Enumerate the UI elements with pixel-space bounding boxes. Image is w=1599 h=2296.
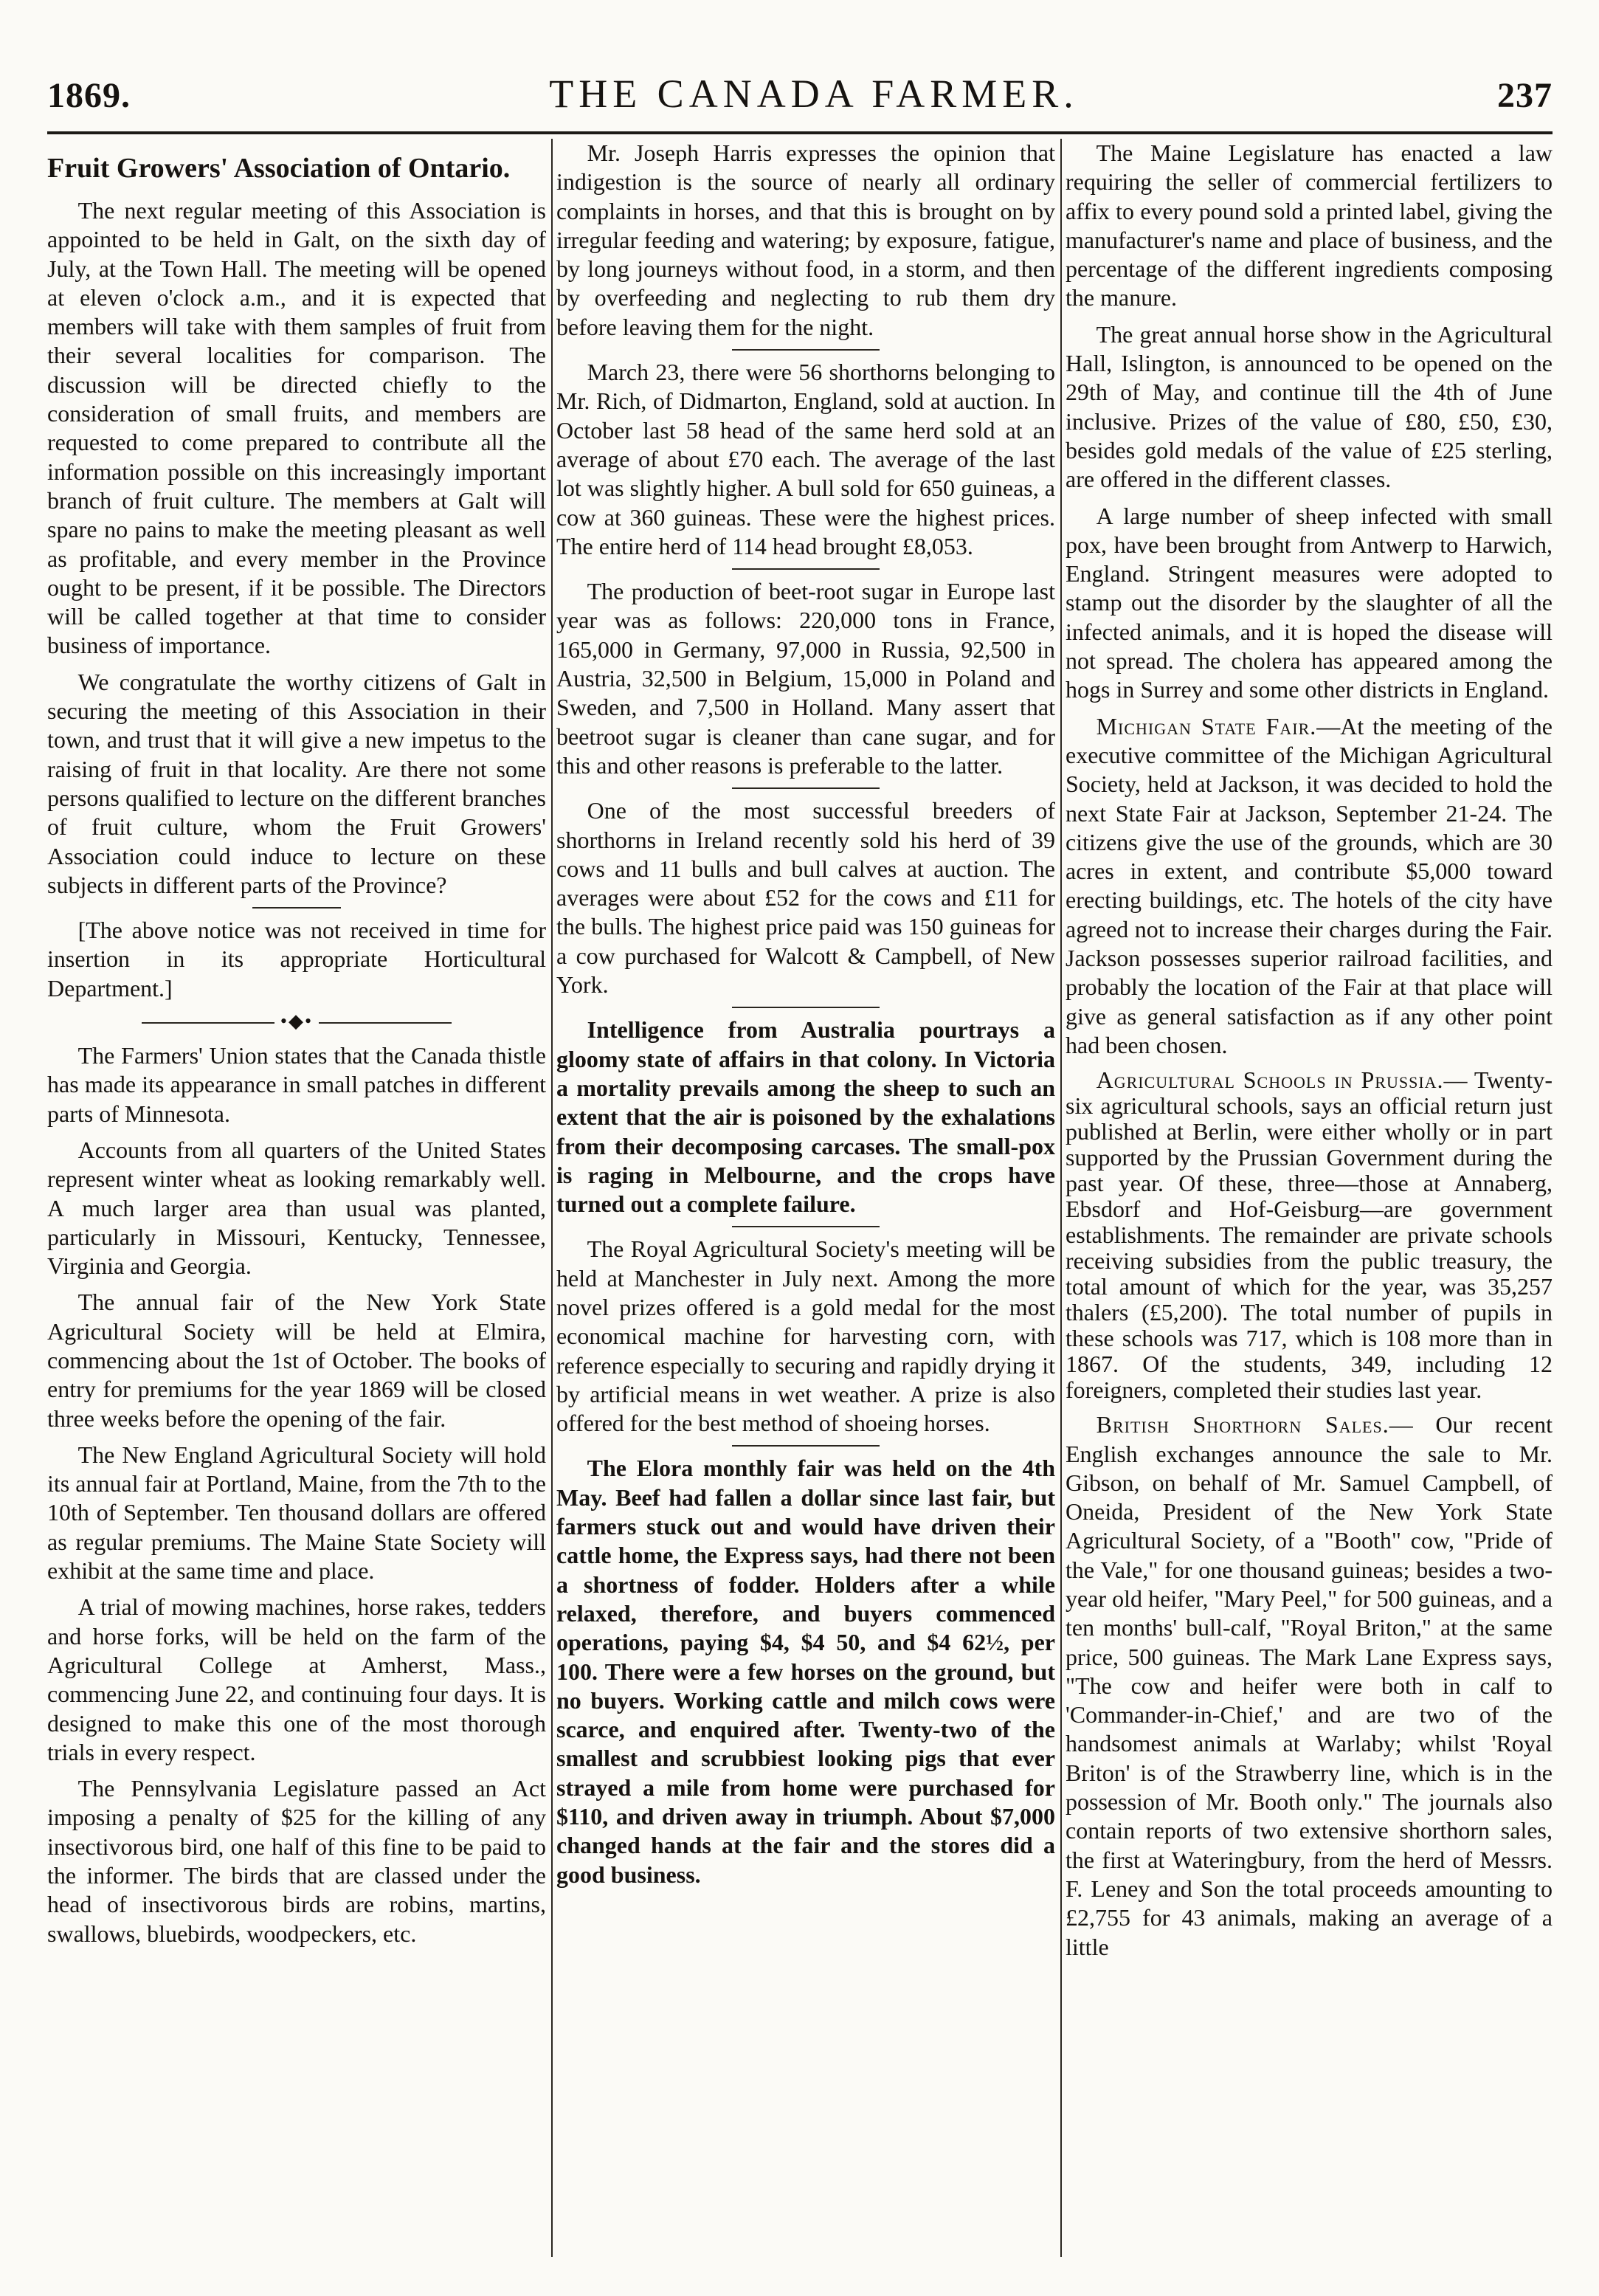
masthead [47, 71, 1553, 123]
news-item [1066, 712, 1553, 1061]
editor-note: [The above notice was not received in time for insertion in its appropriate Horticultural Department.] [47, 917, 546, 1002]
column-2 [556, 139, 1055, 2257]
article-paragraph: The next regular meeting of this Association is appointed to be held in Galt, on the sixth day of July, at the Town Hall. The meeting will be opened at eleven o'clock a.m., and it is expected that members will take with them samples of fruit from their several localities for comparison. The discussion will be directed chiefly to the consideration of small fruits, and members are requested to come prepared to contribute all the information possible on this increasingly important branch of fruit culture. The members at Galt will spare no pains to make the meeting pleasant as well as profitable, and every member in the Province ought to be present, if it be possible. The Directors will be called together at that time to consider business of importance. [47, 197, 546, 659]
article-headline: Fruit Growers' Association of Ontario. [47, 153, 511, 184]
news-item [1066, 1410, 1553, 1962]
news-item: The great annual horse show in the Agricultural Hall, Islington, is announced to be opened on the 29th of May, and continue till the 4th of June inclusive. Prizes of the value of £80, £50, £30, besides gold medals of the value of £25 sterling, are offered in the different classes. [1066, 320, 1553, 493]
news-item: The Maine Legislature has enacted a law requiring the seller of commercial fertilizers to affix to every pound sold a printed label, giving the manufacturer's name and place of business, and the percentage of the different ingredients composing the manure. [1066, 139, 1553, 311]
news-item: The New England Agricultural Society will hold its annual fair at Portland, Maine, from the 7th to the 10th of September. Ten thousand dollars are offered as regular premiums. The Maine State Society will exhibit at the same time and place. [47, 1441, 546, 1585]
news-item: March 23, there were 56 shorthorns belonging to Mr. Rich, of Didmarton, England, sold at auction. In October last 58 head of the same herd sold at an average of about £70 each. The average of the last lot was slightly higher. A bull sold for 650 guineas, a cow at 360 guineas. These were the highest prices. The entire herd of 114 head brought £8,053. [556, 359, 1055, 559]
news-item: Mr. Joseph Harris expresses the opinion that indigestion is the source of nearly all ordinary complaints in horses, and that this is brought on by irregular feeding and watering; by exposure, fatigue, by long journeys without food, in a storm, and then by overfeeding and neglecting to rub them dry before leaving them for the night. [556, 139, 1055, 340]
newspaper-title: THE CANADA FARMER. [549, 72, 1079, 116]
newspaper-page [47, 52, 1553, 2258]
item-divider [732, 568, 880, 570]
news-item: One of the most successful breeders of shorthorns in Ireland recently sold his herd of 39 cows and 11 bulls and bull calves at auction. The averages were about £52 for the cows and £11 for the bulls. The highest price paid was 150 guineas for a cow purchased for Walcott & Campbell, of New York. [556, 797, 1055, 999]
item-heading: Agricultural Schools in Prussia. [1096, 1066, 1444, 1094]
news-item: The production of beet-root sugar in Europe last year was as follows: 220,000 tons in France, 165,000 in Germany, 97,000 in Russia, 92,500 in Austria, 32,500 in Belgium, 15,000 in Poland and Sweden, and 7,500 in Holland. Many assert that beetroot sugar is cleaner than cane sugar, and for this and other reasons is preferable to the latter. [556, 578, 1055, 779]
column-3 [1066, 139, 1553, 2257]
news-item: The Elora monthly fair was held on the 4th May. Beef had fallen a dollar since last fair, but farmers stuck out and would have driven their cattle home, the Express says, had there not been a shortness of fodder. Holders after a while relaxed, therefore, and buyers commenced operations, paying $4, $4 50, and $4 62½, per 100. There were a few horses on the ground, but no buyers. Working cattle and milch cows were scarce, and enquired after. Twenty-two of the smallest and scrubbiest looking pigs that ever strayed a mile from home were purchased for $110, and driven away in triumph. About $7,000 changed hands at the fair and the stores did a good business. [556, 1455, 1055, 1888]
article-paragraph: We congratulate the worthy citizens of Galt in securing the meeting of this Association in their town, and trust that it will give a new impetus to the raising of fruit in that locality. Are there not some persons qualified to lecture on the different branches of fruit culture, whom the Fruit Growers' Association could induce to lecture on these subjects in different parts of the Province? [47, 668, 546, 898]
column-divider-2 [1060, 139, 1062, 2257]
news-item [1066, 1067, 1553, 1403]
item-divider [732, 1226, 880, 1227]
item-body: — Our recent English exchanges announce the sale to Mr. Gibson, on behalf of Mr. Samuel Campbell, of Oneida, President of the New York State Agricultural Society, of a "Booth" cow, "Pride of the Vale," for one thousand guineas; besides a two-year old heifer, "Mary Peel," for 500 guineas, and a ten months' bull-calf, "Royal Briton," at the same price, 500 guineas. The Mark Lane Express says, "The cow and heifer were both in calf to 'Commander-in-Chief,' and are two of the handsomest animals at Warlaby; whilst 'Royal Briton' is of the Strawberry line, which is in the possession of Mr. Booth only." The journals also contain reports of two extensive shorthorn sales, the first at Wateringbury, from the herd of Messrs. F. Leney and Son the total proceeds amounting to £2,755 for 43 animals, making an average of a little [1066, 1411, 1553, 1960]
news-item: The Pennsylvania Legislature passed an Act imposing a penalty of $25 for the killing of any insectivorous bird, one half of this fine to be paid to the informer. The birds that are classed under the head of insectivorous birds are robins, martins, swallows, bluebirds, woodpeckers, etc. [47, 1775, 546, 1947]
news-item: The Royal Agricultural Society's meeting will be held at Manchester in July next. Among the more novel prizes offered is a gold medal for the most economical machine for harvesting corn, with reference especially to securing and rapidly drying it by artificial means in wet weather. A prize is also offered for the best method of shoeing horses. [556, 1235, 1055, 1437]
issue-year: 1869. [47, 76, 131, 115]
item-heading: British Shorthorn Sales. [1096, 1411, 1389, 1438]
column-divider-1 [551, 139, 553, 2257]
item-body: — Twenty-six agricultural schools, says an official return just published at Berlin, were either wholly or in part supported by the Prussian Government during the past year. Of these, three—those at Annaberg, Ebsdorf and Hof-Geisburg—are government establishments. The remainder are private schools receiving subsidies from the public treasury, the total amount of which for the year, was 35,257 thalers (£5,200). The total number of pupils in these schools was 717, which is 108 more than in 1867. Of the students, 349, including 12 foreigners, completed their studies last year. [1066, 1066, 1553, 1404]
item-divider [732, 1445, 880, 1447]
news-item: Accounts from all quarters of the United States represent winter wheat as looking remarkably well. A much larger area than usual was planted, particularly in Missouri, Kentucky, Tennessee, Virginia and Georgia. [47, 1136, 546, 1280]
item-heading: Michigan State Fair. [1096, 712, 1317, 740]
item-divider [732, 787, 880, 789]
news-item: Intelligence from Australia pourtrays a gloomy state of affairs in that colony. In Victoria a mortality prevails among the sheep to such an extent that the air is poisoned by the exhalations from their decomposing carcases. The small-pox is raging in Melbourne, and the crops have turned out a complete failure. [556, 1016, 1055, 1218]
item-body: —At the meeting of the executive committee of the Michigan Agricultural Society, held at Jackson, it was decided to hold the next State Fair at Jackson, September 21-24. The citizens give the use of the grounds, which are 30 acres in extent, and contribute $5,000 toward erecting buildings, etc. The hotels of the city have agreed not to increase their charges during the Fair. Jackson possesses superior railroad facilities, and probably the location of the Fair at that place will give as general satisfaction as if any other point had been chosen. [1066, 712, 1553, 1058]
item-divider [732, 349, 880, 351]
header-rule [47, 131, 1553, 134]
section-ornament [47, 1010, 546, 1032]
column-1 [47, 139, 546, 2257]
short-rule [252, 907, 341, 909]
news-item: The annual fair of the New York State Agricultural Society will be held at Elmira, commencing about the 1st of October. The books of entry for premiums for the year 1869 will be closed three weeks before the opening of the fair. [47, 1289, 546, 1432]
item-divider [732, 1007, 880, 1008]
page-number: 237 [1497, 76, 1553, 115]
ornament-mark: •◆• [280, 1010, 314, 1032]
news-item: A trial of mowing machines, horse rakes, tedders and horse forks, will be held on the farm of the Agricultural College at Amherst, Mass., commencing June 22, and continuing four days. It is designed to make this one of the most thorough trials in every respect. [47, 1593, 546, 1765]
news-item: The Farmers' Union states that the Canada thistle has made its appearance in small patches in different parts of Minnesota. [47, 1042, 546, 1127]
news-item: A large number of sheep infected with small pox, have been brought from Antwerp to Harwich, England. Stringent measures were adopted to stamp out the disorder by the slaughter of all the infected animals, and it is hoped the disease will not spread. The cholera has appeared among the hogs in Surrey and some other districts in England. [1066, 502, 1553, 703]
